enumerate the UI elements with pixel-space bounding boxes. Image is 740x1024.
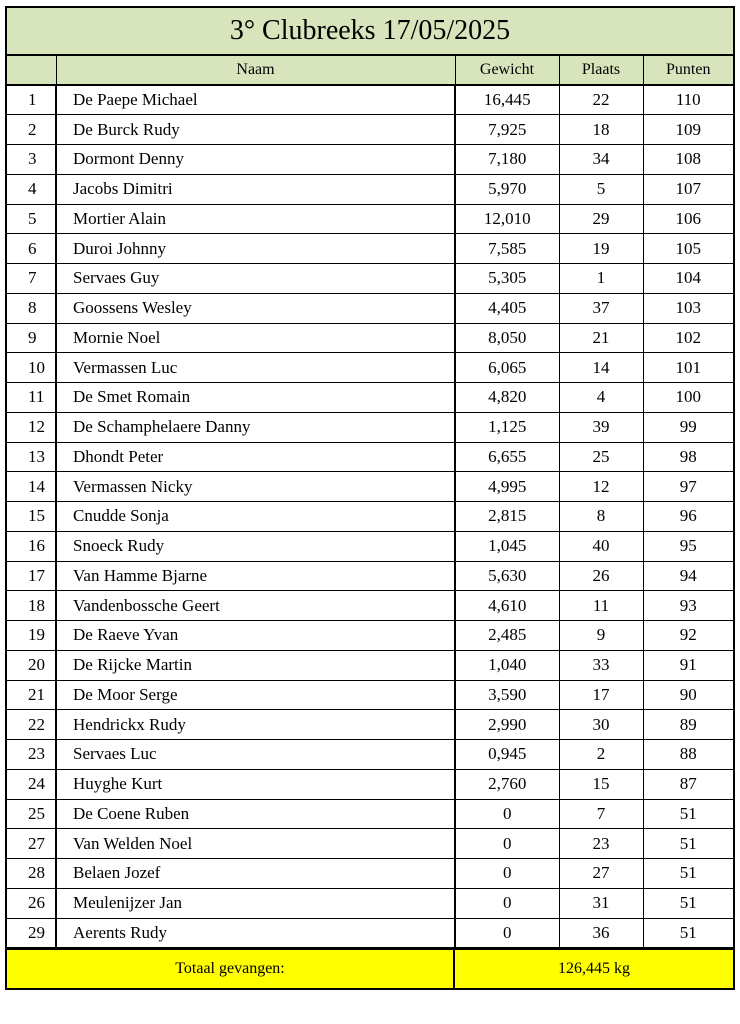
cell-points: 51 (643, 918, 733, 948)
column-header-points: Punten (643, 56, 733, 86)
cell-points: 100 (643, 383, 733, 413)
cell-points: 51 (643, 888, 733, 918)
cell-rank: 11 (7, 383, 56, 413)
cell-name: Jacobs Dimitri (56, 174, 455, 204)
table-row (7, 531, 733, 561)
cell-rank: 8 (7, 293, 56, 323)
cell-name: De Schamphelaere Danny (56, 412, 455, 442)
table-row (7, 115, 733, 145)
cell-name: Cnudde Sonja (56, 502, 455, 532)
table-row (7, 502, 733, 532)
cell-rank: 28 (7, 859, 56, 889)
cell-points: 101 (643, 353, 733, 383)
cell-points: 94 (643, 561, 733, 591)
cell-weight: 5,630 (455, 561, 559, 591)
cell-place: 14 (559, 353, 643, 383)
cell-name: Vermassen Nicky (56, 472, 455, 502)
table-row (7, 680, 733, 710)
cell-weight: 0 (455, 829, 559, 859)
cell-place: 26 (559, 561, 643, 591)
column-header-weight: Gewicht (455, 56, 559, 86)
table-row (7, 769, 733, 799)
cell-weight: 3,590 (455, 680, 559, 710)
cell-rank: 6 (7, 234, 56, 264)
cell-name: Duroi Johnny (56, 234, 455, 264)
column-header-name: Naam (56, 56, 455, 86)
cell-place: 39 (559, 412, 643, 442)
cell-place: 37 (559, 293, 643, 323)
table-row (7, 472, 733, 502)
cell-weight: 12,010 (455, 204, 559, 234)
cell-place: 11 (559, 591, 643, 621)
table-row (7, 650, 733, 680)
cell-name: Aerents Rudy (56, 918, 455, 948)
cell-weight: 0 (455, 799, 559, 829)
table-header (7, 56, 733, 86)
table-row (7, 353, 733, 383)
cell-place: 21 (559, 323, 643, 353)
table-row (7, 383, 733, 413)
cell-place: 9 (559, 621, 643, 651)
cell-points: 51 (643, 829, 733, 859)
cell-points: 51 (643, 859, 733, 889)
cell-rank: 22 (7, 710, 56, 740)
table-row (7, 293, 733, 323)
cell-place: 23 (559, 829, 643, 859)
table-row (7, 323, 733, 353)
cell-place: 29 (559, 204, 643, 234)
table-row (7, 174, 733, 204)
cell-points: 93 (643, 591, 733, 621)
cell-weight: 1,125 (455, 412, 559, 442)
column-header-rank (7, 56, 56, 86)
cell-place: 4 (559, 383, 643, 413)
cell-rank: 25 (7, 799, 56, 829)
cell-rank: 18 (7, 591, 56, 621)
cell-place: 25 (559, 442, 643, 472)
cell-points: 90 (643, 680, 733, 710)
cell-place: 2 (559, 740, 643, 770)
cell-weight: 4,820 (455, 383, 559, 413)
table-row (7, 234, 733, 264)
total-label: Totaal gevangen: (7, 950, 455, 988)
table-row (7, 561, 733, 591)
cell-weight: 2,990 (455, 710, 559, 740)
cell-weight: 0 (455, 918, 559, 948)
cell-place: 18 (559, 115, 643, 145)
cell-place: 15 (559, 769, 643, 799)
cell-rank: 14 (7, 472, 56, 502)
cell-rank: 9 (7, 323, 56, 353)
table-row (7, 888, 733, 918)
cell-name: Huyghe Kurt (56, 769, 455, 799)
cell-weight: 4,995 (455, 472, 559, 502)
cell-points: 89 (643, 710, 733, 740)
table-body (7, 85, 733, 948)
cell-place: 31 (559, 888, 643, 918)
cell-weight: 5,305 (455, 264, 559, 294)
cell-place: 8 (559, 502, 643, 532)
cell-place: 1 (559, 264, 643, 294)
cell-place: 27 (559, 859, 643, 889)
cell-name: De Moor Serge (56, 680, 455, 710)
cell-rank: 2 (7, 115, 56, 145)
cell-rank: 21 (7, 680, 56, 710)
cell-points: 110 (643, 85, 733, 115)
cell-name: Dhondt Peter (56, 442, 455, 472)
cell-points: 102 (643, 323, 733, 353)
cell-place: 19 (559, 234, 643, 264)
cell-rank: 23 (7, 740, 56, 770)
table-row (7, 204, 733, 234)
cell-rank: 16 (7, 531, 56, 561)
cell-weight: 4,405 (455, 293, 559, 323)
cell-rank: 3 (7, 145, 56, 175)
cell-rank: 5 (7, 204, 56, 234)
cell-name: De Burck Rudy (56, 115, 455, 145)
cell-weight: 0 (455, 859, 559, 889)
cell-points: 95 (643, 531, 733, 561)
cell-points: 88 (643, 740, 733, 770)
table-row (7, 799, 733, 829)
cell-rank: 4 (7, 174, 56, 204)
results-sheet (5, 6, 735, 990)
cell-weight: 2,760 (455, 769, 559, 799)
cell-name: Van Welden Noel (56, 829, 455, 859)
cell-name: Van Hamme Bjarne (56, 561, 455, 591)
cell-weight: 2,815 (455, 502, 559, 532)
cell-points: 99 (643, 412, 733, 442)
cell-points: 103 (643, 293, 733, 323)
cell-points: 91 (643, 650, 733, 680)
cell-points: 106 (643, 204, 733, 234)
cell-rank: 12 (7, 412, 56, 442)
cell-points: 98 (643, 442, 733, 472)
cell-weight: 7,585 (455, 234, 559, 264)
table-row (7, 591, 733, 621)
cell-name: Belaen Jozef (56, 859, 455, 889)
cell-name: Mortier Alain (56, 204, 455, 234)
table-row (7, 918, 733, 948)
cell-place: 40 (559, 531, 643, 561)
cell-name: De Smet Romain (56, 383, 455, 413)
cell-place: 17 (559, 680, 643, 710)
cell-points: 87 (643, 769, 733, 799)
cell-rank: 10 (7, 353, 56, 383)
cell-rank: 24 (7, 769, 56, 799)
cell-rank: 27 (7, 829, 56, 859)
cell-name: De Rijcke Martin (56, 650, 455, 680)
cell-place: 5 (559, 174, 643, 204)
cell-name: De Coene Ruben (56, 799, 455, 829)
total-row (7, 948, 733, 988)
cell-points: 92 (643, 621, 733, 651)
cell-weight: 2,485 (455, 621, 559, 651)
cell-name: Goossens Wesley (56, 293, 455, 323)
cell-name: Servaes Guy (56, 264, 455, 294)
table-row (7, 740, 733, 770)
cell-points: 107 (643, 174, 733, 204)
cell-place: 33 (559, 650, 643, 680)
table-row (7, 145, 733, 175)
cell-weight: 0,945 (455, 740, 559, 770)
table-row (7, 829, 733, 859)
cell-weight: 4,610 (455, 591, 559, 621)
results-table (7, 55, 733, 948)
cell-place: 30 (559, 710, 643, 740)
table-row (7, 621, 733, 651)
table-row (7, 442, 733, 472)
sheet-title: 3° Clubreeks 17/05/2025 (7, 8, 733, 55)
cell-place: 7 (559, 799, 643, 829)
cell-rank: 19 (7, 621, 56, 651)
cell-points: 109 (643, 115, 733, 145)
cell-place: 12 (559, 472, 643, 502)
cell-name: Hendrickx Rudy (56, 710, 455, 740)
cell-rank: 26 (7, 888, 56, 918)
cell-weight: 1,045 (455, 531, 559, 561)
cell-place: 36 (559, 918, 643, 948)
cell-name: Vermassen Luc (56, 353, 455, 383)
cell-name: De Raeve Yvan (56, 621, 455, 651)
cell-weight: 7,180 (455, 145, 559, 175)
cell-name: Servaes Luc (56, 740, 455, 770)
cell-name: Mornie Noel (56, 323, 455, 353)
cell-name: Vandenbossche Geert (56, 591, 455, 621)
cell-weight: 6,655 (455, 442, 559, 472)
cell-weight: 5,970 (455, 174, 559, 204)
cell-place: 22 (559, 85, 643, 115)
cell-name: Snoeck Rudy (56, 531, 455, 561)
table-row (7, 859, 733, 889)
table-row (7, 412, 733, 442)
table-row (7, 85, 733, 115)
cell-weight: 16,445 (455, 85, 559, 115)
cell-weight: 6,065 (455, 353, 559, 383)
cell-name: De Paepe Michael (56, 85, 455, 115)
table-row (7, 710, 733, 740)
cell-points: 97 (643, 472, 733, 502)
cell-place: 34 (559, 145, 643, 175)
cell-points: 108 (643, 145, 733, 175)
column-header-place: Plaats (559, 56, 643, 86)
cell-rank: 13 (7, 442, 56, 472)
cell-points: 105 (643, 234, 733, 264)
cell-rank: 20 (7, 650, 56, 680)
cell-rank: 7 (7, 264, 56, 294)
cell-rank: 17 (7, 561, 56, 591)
cell-name: Dormont Denny (56, 145, 455, 175)
cell-weight: 8,050 (455, 323, 559, 353)
table-row (7, 264, 733, 294)
cell-rank: 29 (7, 918, 56, 948)
cell-points: 96 (643, 502, 733, 532)
cell-weight: 1,040 (455, 650, 559, 680)
total-value: 126,445 kg (558, 960, 630, 978)
cell-rank: 15 (7, 502, 56, 532)
cell-rank: 1 (7, 85, 56, 115)
cell-weight: 0 (455, 888, 559, 918)
cell-points: 51 (643, 799, 733, 829)
cell-points: 104 (643, 264, 733, 294)
cell-name: Meulenijzer Jan (56, 888, 455, 918)
cell-weight: 7,925 (455, 115, 559, 145)
